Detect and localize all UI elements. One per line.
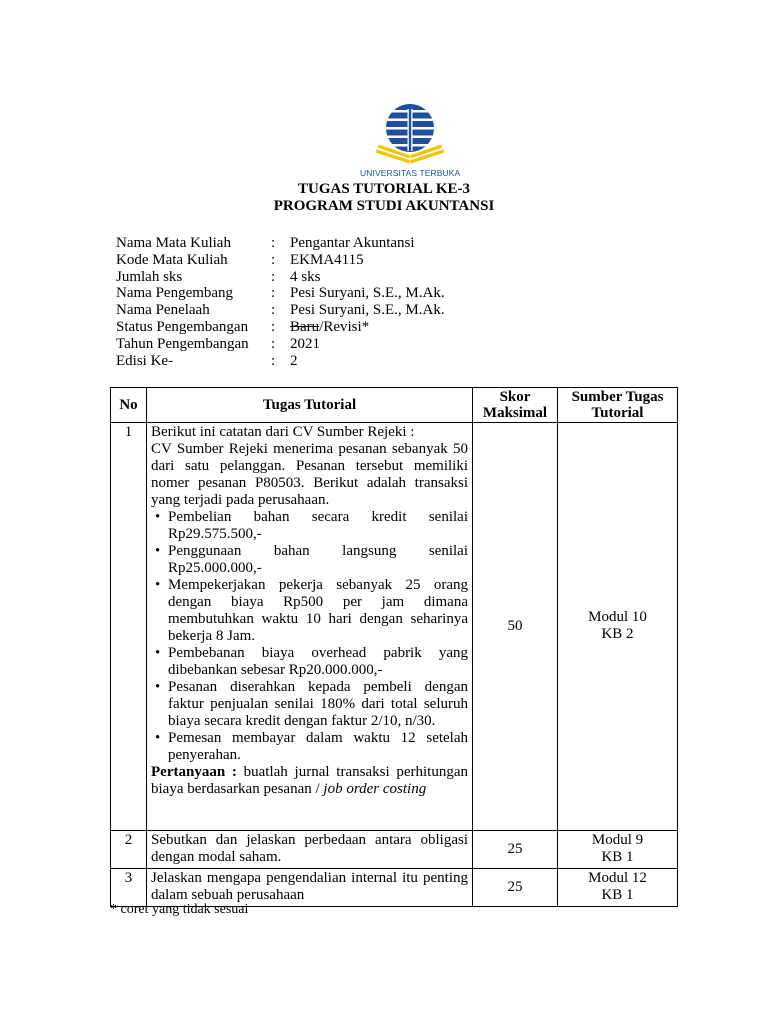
- source-kb: KB 2: [601, 626, 634, 642]
- task-cell: Jelaskan mengapa pengendalian internal itu penting dalam sebuah perusahaan: [147, 869, 473, 907]
- source-module: Modul 10: [588, 609, 647, 625]
- struck-option: Baru: [290, 318, 320, 335]
- info-row: [116, 336, 445, 353]
- info-colon: :: [271, 335, 276, 352]
- info-value: 4 sks: [290, 268, 321, 285]
- source-cell: [558, 869, 678, 907]
- task-cell: [147, 423, 473, 831]
- score-cell: 25: [473, 869, 558, 907]
- info-label: Status Pengembangan: [116, 318, 249, 335]
- list-item: • Mempekerjakan pekerja sebanyak 25 orang dengan biaya Rp500 per jam dimana membutuhkan waktu 10 hari dengan seharinya bekerja 8 Jam.: [168, 577, 468, 645]
- transaction-list: [151, 509, 468, 764]
- list-item: • Pesanan diserahkan kepada pembeli dengan faktur penjualan senilai 180% dari total seluruh biaya secara kredit dengan faktur 2/10, n/30.: [168, 679, 468, 730]
- list-item: • Pembebanan biaya overhead pabrik yang dibebankan sebesar Rp20.000.000,-: [168, 645, 468, 679]
- task-description: CV Sumber Rejeki menerima pesanan sebanyak 50 dari satu pelanggan. Pesanan tersebut memiliki nomer pesanan P80503. Berikut adalah transaksi yang terjadi pada perusahaan.: [151, 441, 468, 508]
- list-item: • Penggunaan bahan langsung senilai Rp25.000.000,-: [168, 543, 468, 577]
- info-label: Nama Penelaah: [116, 302, 210, 319]
- info-value: EKMA4115: [290, 251, 364, 268]
- info-label: Nama Pengembang: [116, 285, 234, 302]
- info-row: [116, 353, 445, 370]
- info-value: 2: [290, 352, 298, 369]
- info-row: [116, 285, 445, 302]
- info-value: Pesi Suryani, S.E., M.Ak.: [290, 285, 445, 302]
- row-number: 3: [111, 869, 147, 907]
- info-colon: :: [271, 352, 276, 369]
- info-value: Pengantar Akuntansi: [290, 235, 415, 251]
- list-item: • Pemesan membayar dalam waktu 12 setelah penyerahan.: [168, 730, 468, 764]
- header-no: No: [111, 388, 147, 423]
- info-row: [116, 319, 445, 336]
- header-task: Tugas Tutorial: [147, 388, 473, 423]
- footnote: * coret yang tidak sesuai: [110, 902, 249, 917]
- table-row: [111, 423, 678, 831]
- task-cell: Sebutkan dan jelaskan perbedaan antara obligasi dengan modal saham.: [147, 831, 473, 869]
- info-label: Jumlah sks: [116, 268, 183, 285]
- row-number: 2: [111, 831, 147, 869]
- tutorial-task-table: [110, 387, 678, 907]
- question-text: buatlah jurnal transaksi perhitungan biaya berdasarkan pesanan /: [151, 764, 468, 797]
- info-label: Nama Mata Kuliah: [116, 235, 231, 251]
- table-row: [111, 869, 678, 907]
- question: [151, 764, 468, 798]
- info-colon: :: [271, 251, 276, 268]
- info-value: Pesi Suryani, S.E., M.Ak.: [290, 302, 445, 319]
- source-kb: KB 1: [601, 849, 634, 865]
- source-module: Modul 12: [588, 870, 647, 886]
- header-score: Skor Maksimal: [473, 388, 558, 423]
- info-row: [116, 235, 445, 252]
- row-number: 1: [111, 423, 147, 831]
- page-title: TUGAS TUTORIAL KE-3: [298, 181, 470, 197]
- info-row: [116, 269, 445, 286]
- source-cell: [558, 423, 678, 831]
- page-subtitle: PROGRAM STUDI AKUNTANSI: [273, 198, 495, 214]
- info-colon: :: [271, 235, 276, 251]
- score-cell: 50: [473, 423, 558, 831]
- table-header-row: [111, 388, 678, 423]
- info-label: Kode Mata Kuliah: [116, 251, 228, 268]
- question-label: Pertanyaan :: [151, 764, 237, 780]
- list-item: • Pembelian bahan secara kredit senilai Rp29.575.500,-: [168, 509, 468, 543]
- course-info-table: [116, 235, 445, 369]
- info-colon: :: [271, 285, 276, 302]
- info-colon: :: [271, 302, 276, 319]
- info-label: Tahun Pengembangan: [116, 335, 249, 352]
- question-term: job order costing: [323, 781, 427, 797]
- logo-text: UNIVERSITAS TERBUKA: [360, 168, 461, 178]
- source-cell: [558, 831, 678, 869]
- info-row: [116, 302, 445, 319]
- info-colon: :: [271, 318, 276, 335]
- selected-option: /Revisi*: [319, 318, 370, 335]
- score-cell: 25: [473, 831, 558, 869]
- info-label: Edisi Ke-: [116, 352, 174, 369]
- header-source: Sumber Tugas Tutorial: [558, 388, 678, 423]
- source-module: Modul 9: [591, 832, 644, 848]
- info-colon: :: [271, 268, 276, 285]
- universitas-terbuka-emblem-icon: [364, 103, 456, 169]
- table-row: [111, 831, 678, 869]
- task-intro: Berikut ini catatan dari CV Sumber Rejeki :: [151, 424, 415, 440]
- info-value: 2021: [290, 335, 320, 352]
- university-logo: [360, 103, 460, 183]
- info-value: [290, 319, 445, 336]
- info-row: [116, 252, 445, 269]
- source-kb: KB 1: [601, 887, 634, 903]
